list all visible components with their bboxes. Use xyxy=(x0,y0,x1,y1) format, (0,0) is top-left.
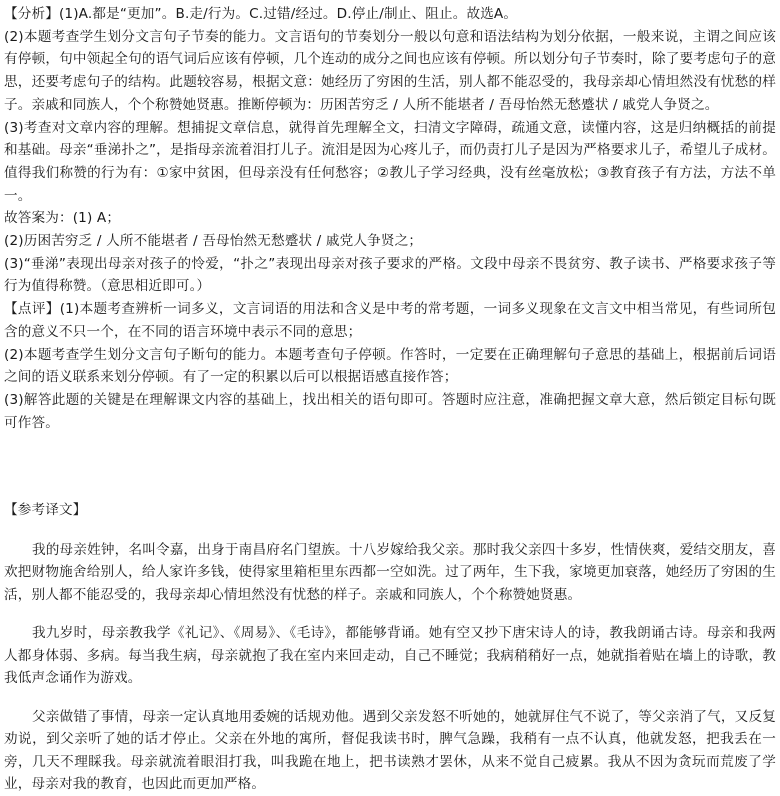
analysis-line: 【分析】(1)A.都是“更加”。B.走/行为。C.过错/经过。D.停止/制止、阻止。故选A。 xyxy=(4,6,518,22)
answer-line: (2)历困苦穷乏 / 人所不能堪者 / 吾母怡然无愁蹙状 / 戚党人争贤之； xyxy=(4,233,423,250)
reference-paragraph: 我九岁时，母亲教我学《礼记》、《周易》、《毛诗》，都能够背诵。她有空又抄下唐宋诗人的诗，教我朗诵古诗。母亲和我两人都身体弱、多病。每当我生病，母亲就抱了我在室内来回走动，自己不睡觉；我病稍稍好一点，她就指着贴在墙上的诗歌，教我低声念诵作为游戏。 xyxy=(4,625,776,686)
reference-paragraph: 我的母亲姓钟，名叫令嘉，出身于南昌府名门望族。十八岁嫁给我父亲。那时我父亲四十多岁，性情侠爽，爱结交朋友，喜欢把财物施舍给别人，给人家许多钱，使得家里箱柜里东西都一空如洗。过了两年，生下我，家境更加衰落，她经历了穷困的生活，别人都不能忍受的，我母亲却心情坦然没有忧愁的样子。亲戚和同族人，个个称赞她贤惠。 xyxy=(4,541,776,603)
comment-line: (2)本题考查学生划分文言句子断句的能力。本题考查句子停顿。作答时，一定要在正确理解句子意思的基础上，根据前后词语之间的语义联系来划分停顿。有了一定的积累以后可以根据语感直接作答； xyxy=(4,346,776,386)
answer-line: (3)“垂涕”表现出母亲对孩子的怜爱，“扑之”表现出母亲对孩子要求的严格。文段中母亲不畏贫穷、教子读书、严格要求孩子等行为值得称赞。（意思相近即可。） xyxy=(4,255,776,295)
reference-title: 【参考译文】 xyxy=(4,502,87,518)
analysis-section xyxy=(4,3,776,434)
analysis-line: (2)本题考查学生划分文言句子节奏的能力。文言语句的节奏划分一般以句意和语法结构为划分依据，一般来说，主谓之间应该有停顿，句中领起全句的语气词后应该有停顿，几个连动的成分之间也应该有停顿。所以划分句子节奏时，除了要考虑句子的意思，还要考虑句子的结构。此题较容易，根据文意：她经历了穷困的生活，别人都不能忍受的，我母亲却心情坦然没有忧愁的样子。亲戚和同族人，个个称赞她贤惠。推断停顿为：历困苦穷乏 / 人所不能堪者 / 吾母怡然无愁蹙状 / 戚党人争贤之。 xyxy=(4,28,776,113)
reference-paragraph: 父亲做错了事情，母亲一定认真地用委婉的话规劝他。遇到父亲发怒不听她的，她就屏住气不说了，等父亲消了气，又反复劝说，到父亲听了她的话才停止。父亲在外地的寓所，督促我读书时，脾气急躁，我稍有一点不认真，他就发怒，把我丢在一旁，几天不理睬我。母亲就流着眼泪打我，叫我跪在地上，把书读熟才罢休，从来不觉自己疲累。我从不因为贪玩而荒废了学业，母亲对我的教育，也因此而更加严格。 xyxy=(4,708,776,792)
comment-line: 【点评】(1)本题考查辨析一词多义，文言词语的用法和含义是中考的常考题，一词多义现象在文言文中相当常见，有些词所包含的意义不只一个，在不同的语言环境中表示不同的意思； xyxy=(4,301,776,340)
reference-translation-section xyxy=(4,499,776,796)
analysis-line: (3)考查对文章内容的理解。想捕捉文章信息，就得首先理解全文，扫清文字障碍，疏通文意，读懂内容，这是归纳概括的前提和基础。母亲“垂涕扑之”，是指母亲流着泪打儿子。流泪是因为心疼儿子，而仍责打儿子是因为严格要求儿子，希望儿子成材。值得我们称赞的行为有：①家中贫困，但母亲没有任何愁容；②教儿子学习经典，没有丝毫放松；③教育孩子有方法，方法不单一。 xyxy=(4,119,776,204)
answer-line: 故答案为：(1) A； xyxy=(4,210,121,227)
comment-line: (3)解答此题的关键是在理解课文内容的基础上，找出相关的语句即可。答题时应注意，准确把握文章大意，然后锁定目标句既可作答。 xyxy=(4,391,776,431)
